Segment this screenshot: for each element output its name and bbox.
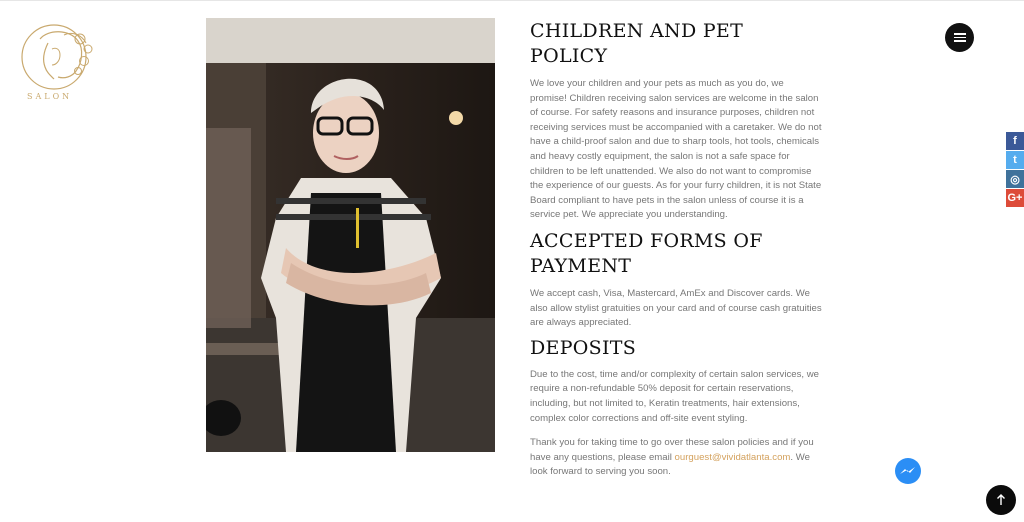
policy-content — [530, 19, 822, 480]
thanks-text — [530, 436, 822, 480]
menu-button[interactable] — [945, 23, 974, 52]
salon-logo[interactable] — [18, 19, 100, 103]
thanks-text-before: Thank you for taking time to go over these salon policies and if you have any questions, please email — [530, 437, 814, 463]
twitter-icon[interactable]: t — [1006, 151, 1024, 169]
logo-text: SALON — [27, 92, 73, 101]
hamburger-icon — [954, 33, 966, 42]
thanks-text-after: . We look forward to serving you soon. — [530, 451, 810, 478]
children-pet-policy-heading: CHILDREN AND PET POLICY — [530, 20, 744, 67]
email-link[interactable]: ourguest@vividatlanta.com — [674, 451, 791, 463]
children-pet-policy-text: We love your children and your pets as much as you do, we promise! Children receiving salon services are welcome in the salon of course. For safety reasons and insurance purposes, children not receiving services must be accompanied with a caretaker. We do not have a child-proof salon and due to sharp tools, hot tools, chemicals and heavy costly equipment, the salon is not a safe space for children to be left unattended. We also do not want to compromise the experience of our guests. As for your furry children, it is not State Board compliant to have pets in the salon unless of course it is a service pet. We appreciate you understanding. — [530, 78, 822, 221]
social-sidebar — [1006, 132, 1024, 208]
stylist-photo — [206, 18, 495, 452]
back-to-top-button[interactable] — [986, 485, 1016, 515]
messenger-icon[interactable] — [894, 458, 922, 486]
deposits-heading: DEPOSITS — [530, 336, 637, 359]
payment-text: We accept cash, Visa, Mastercard, AmEx and Discover cards. We also allow stylist gratuities on your card and of course cash gratuities are always appreciated. — [530, 287, 822, 329]
google-plus-icon[interactable]: G+ — [1006, 189, 1024, 207]
facebook-icon[interactable]: f — [1006, 132, 1024, 150]
payment-heading: ACCEPTED FORMS OF PAYMENT — [530, 229, 763, 277]
instagram-icon[interactable]: ◎ — [1006, 170, 1024, 188]
arrow-up-icon — [996, 494, 1006, 506]
deposits-text: Due to the cost, time and/or complexity of certain salon services, we require a non-refundable 50% deposit for certain reservations, including, but not limited to, Keratin treatments, hair extensions, complex color corrections and off-site event styling. — [530, 368, 820, 424]
